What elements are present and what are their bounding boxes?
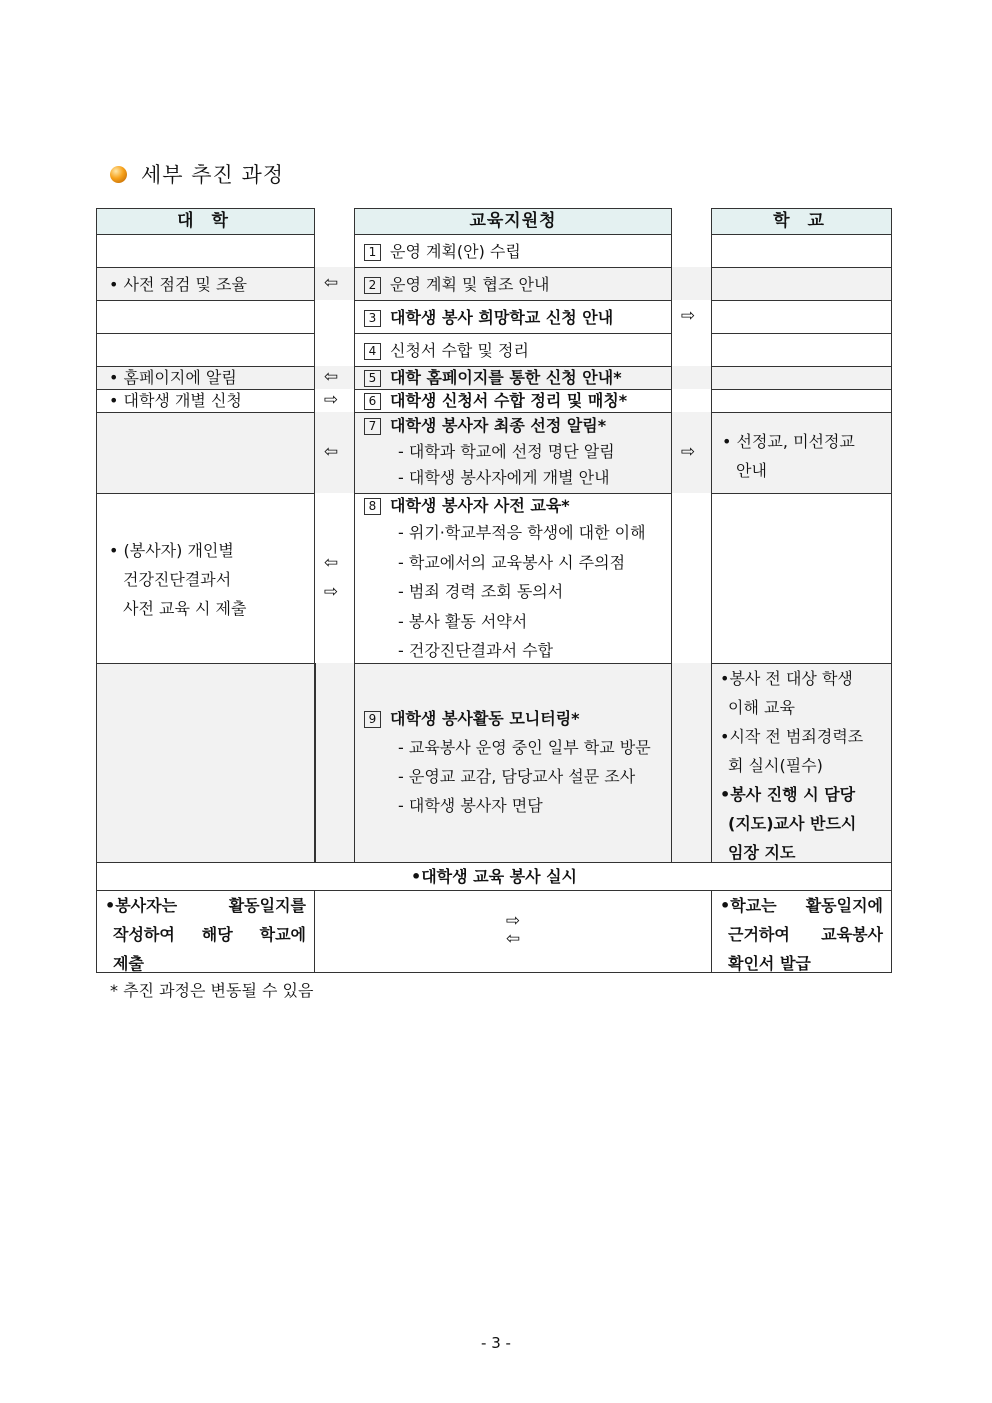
step-8-text: 대학생 봉사자 사전 교육* [390,496,570,515]
arrow-right-icon: ⇨ [323,390,339,410]
bottom-university-line-2: 작성하여 해당 학교에 [113,925,306,944]
university-item-check: • 사전 점검 및 조율 [109,275,247,294]
step-9-sub-3: - 대학생 봉사자 면담 [398,796,543,815]
school-item-3c: 임장 지도 [728,843,796,862]
heading-title: 세부 추진 과정 [141,163,285,187]
step-5-text: 대학 홈페이지를 통한 신청 안내* [390,368,622,387]
university-row-2 [97,268,314,301]
school-item-notice-2: 안내 [736,461,767,480]
orange-ball-icon [110,166,127,183]
university-column [96,208,315,863]
school-row-1 [712,235,891,268]
university-row-9 [97,664,314,862]
university-row-6 [97,390,314,413]
step-1-text: 운영 계획(안) 수립 [390,242,521,261]
step-2-number: 2 [364,277,381,294]
school-column [711,208,892,863]
arrow-left-icon: ⇦ [505,929,521,949]
step-1 [355,235,671,268]
step-8-sub-1: - 위기·학교부적응 학생에 대한 이해 [398,523,646,542]
school-row-7 [712,413,891,494]
step-7-sub-2: - 대학생 봉사자에게 개별 안내 [398,468,610,487]
step-7-sub-1: - 대학과 학교에 선정 명단 알림 [398,442,615,461]
office-column [354,208,672,863]
university-item-homepage: • 홈페이지에 알림 [109,368,237,387]
school-item-3b: (지도)교사 반드시 [728,814,857,833]
school-row-8 [712,494,891,664]
bottom-school-line-3: 확인서 발급 [728,954,811,973]
arrow-left-icon: ⇦ [323,367,339,387]
step-7-number: 7 [364,418,381,435]
school-row-6 [712,390,891,413]
step-2 [355,268,671,301]
step-3-number: 3 [364,310,381,327]
school-row-4 [712,334,891,367]
gap-strip-9 [315,663,355,862]
university-row-7 [97,413,314,494]
school-row-3 [712,301,891,334]
school-item-notice-1: • 선정교, 미선정교 [722,432,855,451]
arrow-right-icon: ⇨ [323,582,339,602]
step-5-number: 5 [364,370,381,387]
bottom-university [96,890,315,973]
arrow-left-icon: ⇦ [323,273,339,293]
step-9-text: 대학생 봉사활동 모니터링* [390,709,580,728]
arrow-right-icon: ⇨ [680,306,696,326]
step-8-number: 8 [364,498,381,515]
bottom-school [711,890,892,973]
step-3-text: 대학생 봉사 희망학교 신청 안내 [390,308,614,327]
gap2-strip-2 [672,267,711,300]
section-heading [110,158,284,190]
step-8-sub-4: - 봉사 활동 서약서 [398,611,528,631]
step-9-number: 9 [364,711,381,728]
step-7-text: 대학생 봉사자 최종 선정 알림* [390,416,607,435]
school-item-1a: •봉사 전 대상 학생 [720,669,853,688]
page-number: - 3 - [481,1334,511,1352]
bottom-university-line-1: •봉사자는 활동일지를 [105,896,306,915]
step-9-sub-2: - 운영교 교감, 담당교사 설문 조사 [398,767,636,786]
step-8-sub-2: - 학교에서의 교육봉사 시 주의점 [398,552,626,572]
university-row-8 [97,494,314,664]
university-item-health-3: 사전 교육 시 제출 [123,599,247,618]
arrow-right-icon: ⇨ [680,442,696,462]
step-7 [355,413,671,494]
university-row-1 [97,235,314,268]
step-6-text: 대학생 신청서 수합 정리 및 매칭* [390,391,628,410]
gap2-strip-9 [672,663,712,862]
service-band [96,862,892,891]
university-item-apply: • 대학생 개별 신청 [109,391,242,410]
school-item-2b: 회 실시(필수) [728,756,823,775]
step-8 [355,494,671,664]
school-row-5 [712,367,891,390]
step-8-sub-3: - 범죄 경력 조회 동의서 [398,582,564,601]
step-4-text: 신청서 수합 및 정리 [390,341,529,360]
service-band-text: •대학생 교육 봉사 실시 [410,867,578,886]
school-row-2 [712,268,891,301]
step-4-number: 4 [364,343,381,360]
step-1-number: 1 [364,244,381,261]
school-item-3a: •봉사 진행 시 담당 [720,785,856,804]
footnote: * 추진 과정은 변동될 수 있음 [110,981,314,1000]
step-8-sub-5: - 건강진단결과서 수합 [398,641,554,660]
university-item-health-2: 건강진단결과서 [123,570,232,589]
arrow-left-icon: ⇦ [323,442,339,462]
gap2-strip-5 [672,366,711,389]
school-header: 학 교 [712,209,891,235]
school-item-2a: •시작 전 범죄경력조 [720,727,864,746]
university-row-4 [97,334,314,367]
university-row-3 [97,301,314,334]
school-row-9 [712,664,891,862]
arrow-right-icon: ⇨ [505,911,521,931]
step-4 [355,334,671,367]
bottom-middle [314,890,712,973]
step-5 [355,367,671,390]
bottom-school-line-1: •학교는 활동일지에 [720,896,883,915]
university-header: 대 학 [97,209,314,235]
office-header: 교육지원청 [355,209,671,235]
university-row-5 [97,367,314,390]
university-item-health-1: • (봉사자) 개인별 [109,541,234,560]
step-6 [355,390,671,413]
step-6-number: 6 [364,393,381,410]
bottom-school-line-2: 근거하여 교육봉사 [728,925,883,944]
step-9-sub-1: - 교육봉사 운영 중인 일부 학교 방문 [398,738,651,757]
step-2-text: 운영 계획 및 협조 안내 [390,275,550,294]
arrow-left-icon: ⇦ [323,553,339,573]
school-item-1b: 이해 교육 [728,698,795,717]
step-9 [355,664,671,862]
bottom-university-line-3: 제출 [113,954,144,973]
step-3 [355,301,671,334]
